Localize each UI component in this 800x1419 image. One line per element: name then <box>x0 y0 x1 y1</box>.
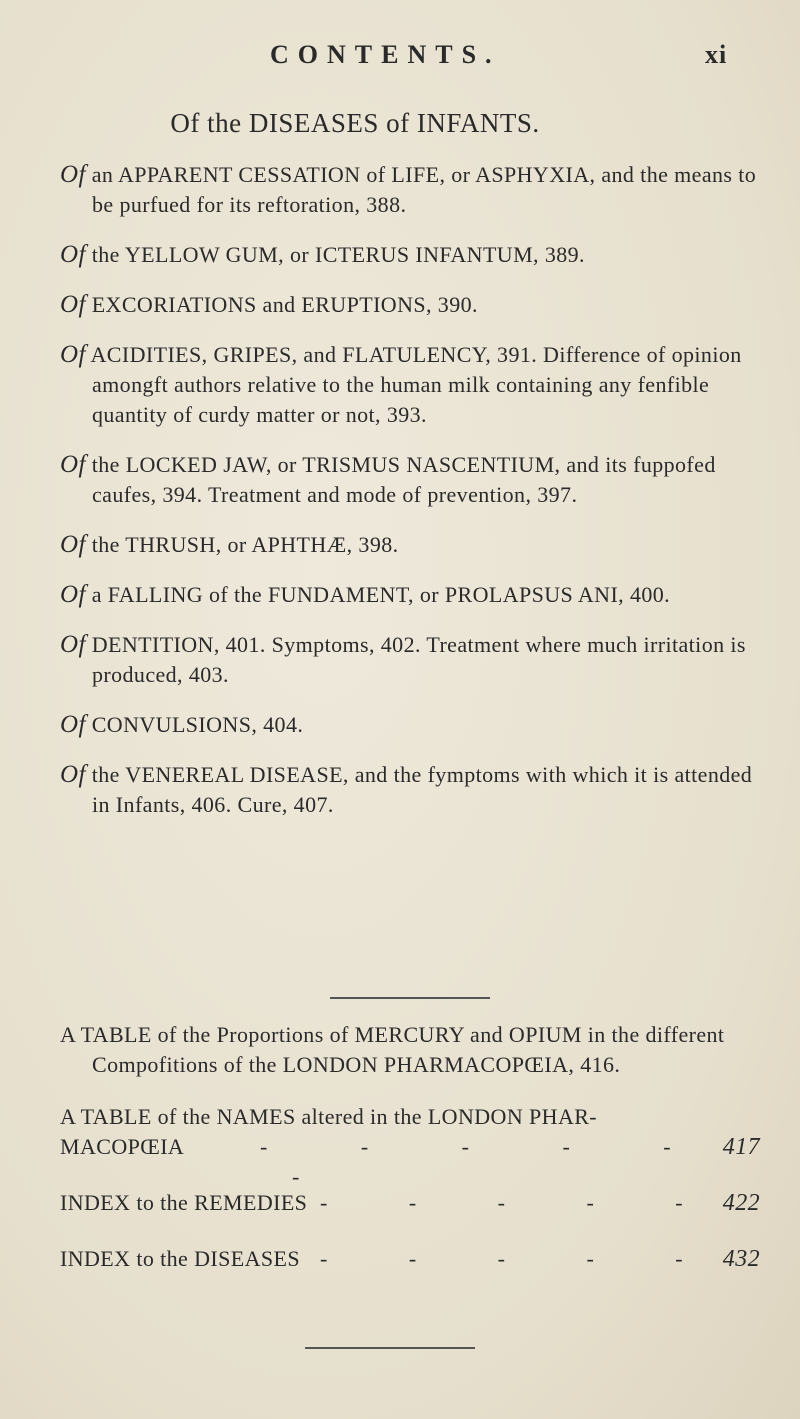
contents-entry: Of the VENEREAL DISEASE, and the fymptoms with which it is attended in Infants, 406. Cure, 407. <box>60 761 753 817</box>
contents-entries <box>60 160 760 840</box>
index-diseases-entry: INDEX to the DISEASES - - - - - 432 <box>60 1246 760 1272</box>
page-folio: xi <box>705 40 728 69</box>
contents-entry: Of the YELLOW GUM, or ICTERUS INFANTUM, 389. <box>60 241 585 268</box>
contents-entry: Of DENTITION, 401. Symptoms, 402. Treatment where much irritation is produced, 403. <box>60 631 746 687</box>
contents-entry: Of a FALLING of the FUNDAMENT, or PROLAPSUS ANI, 400. <box>60 581 671 608</box>
tables-section <box>60 1020 760 1300</box>
contents-entry: Of ACIDITIES, GRIPES, and FLATULENCY, 391. Difference of opinion amongft authors relative to the human milk containing any fenfible quantity of curdy matter or not, 393. <box>60 341 742 427</box>
contents-entry: Of an APPARENT CESSATION of LIFE, or ASPHYXIA, and the means to be purfued for its reftoration, 388. <box>60 161 757 217</box>
running-head-title: CONTENTS. <box>270 40 501 69</box>
page-number: 432 <box>722 1246 760 1272</box>
closing-rule <box>305 1347 475 1349</box>
table-proportions-entry: A TABLE of the Proportions of MERCURY and OPIUM in the different Compofitions of the LONDON PHARMACOPŒIA, 416. <box>60 1022 725 1077</box>
contents-entry: Of the THRUSH, or APHTHÆ, 398. <box>60 531 399 558</box>
page-number: 422 <box>722 1190 760 1216</box>
contents-entry: Of the LOCKED JAW, or TRISMUS NASCENTIUM, and its fuppofed caufes, 394. Treatment and mode of prevention, 397. <box>60 451 716 507</box>
index-remedies-entry: INDEX to the REMEDIES - - - - - 422 <box>60 1190 760 1216</box>
contents-entry: Of EXCORIATIONS and ERUPTIONS, 390. <box>60 291 478 318</box>
divider-rule <box>330 997 490 999</box>
section-heading: Of the DISEASES of INFANTS. <box>170 108 540 138</box>
contents-entry: Of CONVULSIONS, 404. <box>60 711 304 738</box>
table-names-altered-entry: A TABLE of the NAMES altered in the LONDON PHAR- MACOPŒIA - - - - - - 417 <box>60 1104 760 1189</box>
page-number: 417 <box>722 1134 760 1160</box>
